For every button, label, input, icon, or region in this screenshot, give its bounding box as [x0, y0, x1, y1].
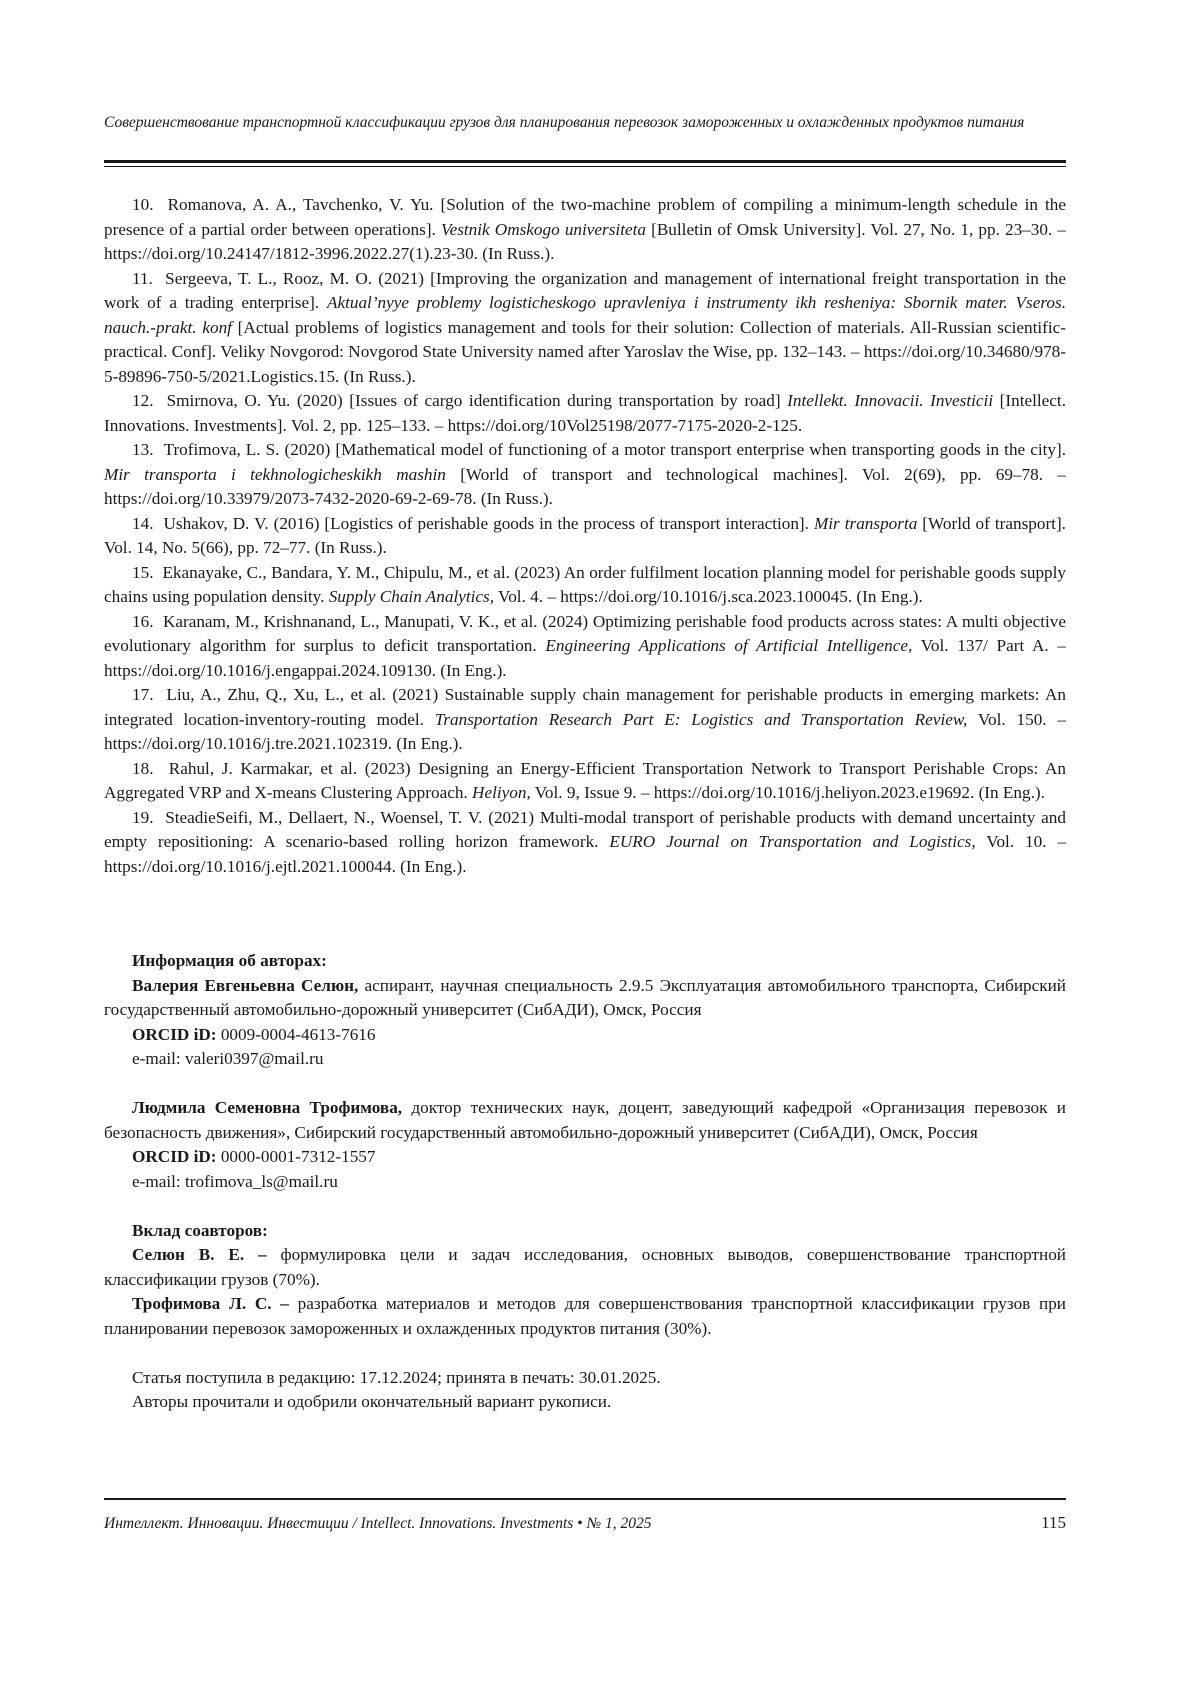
reference-source: Supply Chain Analytics,	[328, 587, 495, 606]
reference-details: [Intellect. Innovations. Investments]. Vol. 2, pp. 125–133. – https://doi.org/10Vol25198/2077-7175-2020-2-125.	[104, 391, 1066, 435]
reference-details: [World of transport and technological machines]. Vol. 2(69), pp. 69–78. – https://doi.org/10.33979/2073-7432-2020-69-2-69-78. (In Russ.).	[104, 464, 1066, 508]
author1-orcid-value: 0009-0004-4613-7616	[216, 1024, 376, 1044]
reference-number: 19.	[132, 807, 154, 827]
author2-desc: доктор технических наук, доцент, заведующий кафедрой «Организация перевозок и безопасность движения», Сибирский государственный автомобильно-дорожный университет (СибАДИ), Омск, Россия	[104, 1098, 1066, 1142]
reference-source: Intellekt. Innovacii. Investicii	[787, 391, 994, 410]
reference-item	[104, 193, 1066, 267]
reference-number: 15.	[132, 562, 154, 582]
received-date: Статья поступила в редакцию: 17.12.2024; принята в печать: 30.01.2025.	[132, 1367, 661, 1387]
reference-item	[104, 806, 1066, 880]
contribution-1	[104, 1243, 1066, 1292]
author2-email: e-mail: trofimova_ls@mail.ru	[132, 1171, 338, 1191]
authors-heading: Информация об авторах:	[132, 951, 327, 970]
author2-orcid-value: 0000-0001-7312-1557	[216, 1147, 376, 1166]
reference-item	[104, 610, 1066, 684]
reference-details: Vol. 150. – https://doi.org/10.1016/j.tre.2021.102319. (In Eng.).	[104, 709, 1066, 753]
reference-item	[104, 389, 1066, 438]
author1-name: Валерия Евгеньевна Селюн,	[132, 975, 359, 995]
reference-text: Smirnova, O. Yu. (2020) [Issues of cargo identification during transportation by road]	[166, 391, 788, 410]
author1-email: e-mail: valeri0397@mail.ru	[132, 1049, 324, 1068]
reference-source: Transportation Research Part E: Logistics and Transportation Review,	[434, 709, 968, 729]
reference-details: Vol. 4. – https://doi.org/10.1016/j.sca.2023.100045. (In Eng.).	[494, 587, 923, 606]
author1-desc: аспирант, научная специальность 2.9.5 Эксплуатация автомобильного транспорта, Сибирский государственный автомобильно-дорожный университет (СибАДИ), Омск, Россия	[104, 975, 1067, 1019]
reference-item	[104, 683, 1066, 757]
references-list	[104, 193, 1066, 879]
footer-rule	[104, 1498, 1066, 1500]
orcid-label: ORCID iD:	[132, 1147, 217, 1166]
page-number: 115	[1041, 1513, 1066, 1532]
running-header: Совершенствование транспортной классификации грузов для планирования перевозок замороженных и охлажденных продуктов питания	[104, 114, 1025, 131]
reference-source: Heliyon,	[472, 783, 531, 802]
reference-source: Engineering Applications of Artificial Intelligence,	[545, 636, 913, 655]
reference-text: Ekanayake, C., Bandara, Y. M., Chipulu, M., et al. (2023) An order fulfilment location planning model for perishable goods supply chains using population density.	[104, 562, 1067, 606]
reference-number: 13.	[132, 440, 154, 459]
contribution-1-text: формулировка цели и задач исследования, основных выводов, совершенствование транспортной классификации грузов (70%).	[104, 1245, 1066, 1289]
reference-text: Sergeeva, T. L., Rooz, M. O. (2021) [Improving the organization and management of international freight transportation in the work of a trading enterprise].	[104, 268, 1067, 312]
footer-journal: Интеллект. Инновации. Инвестиции / Intellect. Innovations. Investments • № 1, 2025	[104, 1515, 652, 1532]
reference-number: 17.	[132, 685, 154, 704]
contribution-1-name: Селюн В. Е. –	[132, 1245, 267, 1264]
reference-text: Liu, A., Zhu, Q., Xu, L., et al. (2021) Sustainable supply chain management for perishable products in emerging markets: An integrated location-inventory-routing model.	[104, 685, 1066, 729]
reference-item	[104, 757, 1066, 806]
reference-details: [Bulletin of Omsk University]. Vol. 27, No. 1, pp. 23–30. – https://doi.org/10.24147/1812-3996.2022.27(1).23-30. (In Russ.).	[104, 219, 1066, 263]
reference-text: Rahul, J. Karmakar, et al. (2023) Designing an Energy-Efficient Transportation Network to Transport Perishable Crops: An Aggregated VRP and X-means Clustering Approach.	[104, 758, 1066, 802]
author2-entry	[104, 1096, 1066, 1145]
contribution-2-text: разработка материалов и методов для совершенствования транспортной классификации грузов при планировании перевозок замороженных и охлажденных продуктов питания (30%).	[104, 1294, 1066, 1338]
reference-source: Mir transporta i tekhnologicheskikh mashin	[104, 464, 446, 484]
header-rule-thick	[104, 160, 1066, 163]
authors-section	[104, 949, 1066, 1415]
orcid-label: ORCID iD:	[132, 1024, 217, 1044]
reference-text: Trofimova, L. S. (2020) [Mathematical model of functioning of a motor transport enterprise when transporting goods in the city].	[163, 440, 1067, 459]
reference-text: Karanam, M., Krishnanand, L., Manupati, V. K., et al. (2024) Optimizing perishable food products across states: A multi objective evolutionary algorithm for surplus to deficit transportation.	[104, 611, 1066, 655]
reference-number: 11.	[132, 268, 153, 288]
reference-text: SteadieSeifi, M., Dellaert, N., Woensel, T. V. (2021) Multi-modal transport of perishable products with demand uncertainty and empty repositioning: A scenario-based rolling horizon framework.	[104, 807, 1066, 851]
reference-details: [World of transport]. Vol. 14, No. 5(66), pp. 72–77. (In Russ.).	[104, 513, 1066, 557]
approval-note: Авторы прочитали и одобрили окончательный вариант рукописи.	[132, 1392, 612, 1411]
reference-source: Mir transporta	[813, 513, 918, 533]
reference-source: Vestnik Omskogo universiteta	[440, 219, 646, 239]
author2-orcid	[104, 1145, 1066, 1170]
reference-details: Vol. 137/ Part A. – https://doi.org/10.1016/j.engappai.2024.109130. (In Eng.).	[104, 636, 1066, 680]
reference-number: 14.	[132, 513, 154, 533]
contribution-2	[104, 1292, 1066, 1341]
reference-source: Aktual’nyye problemy logisticheskogo upravleniya i instrumenty ikh resheniya: Sbornik mater. Vseros. nauch.-prakt. konf	[104, 293, 1066, 337]
reference-details: Vol. 10. – https://doi.org/10.1016/j.ejtl.2021.100044. (In Eng.).	[104, 832, 1066, 876]
reference-item	[104, 561, 1066, 610]
reference-details: [Actual problems of logistics management and tools for their solution: Collection of materials. All-Russian scientific-practical. Conf]. Veliky Novgorod: Novgorod State University named after Yaroslav the Wise, pp. 132–143. – https://doi.org/10.34680/978-5-89896-750-5/2021.Logistics.15. (In Russ.).	[104, 317, 1066, 386]
contribution-heading: Вклад соавторов:	[132, 1220, 268, 1240]
reference-number: 10.	[132, 195, 154, 214]
author1-orcid	[104, 1023, 1066, 1048]
reference-item	[104, 512, 1066, 561]
reference-text: Ushakov, D. V. (2016) [Logistics of perishable goods in the process of transport interaction].	[163, 513, 814, 533]
reference-number: 16.	[132, 611, 154, 631]
reference-number: 18.	[132, 758, 154, 778]
reference-number: 12.	[132, 391, 154, 410]
reference-source: EURO Journal on Transportation and Logistics,	[609, 832, 976, 851]
contribution-2-name: Трофимова Л. С. –	[132, 1294, 289, 1313]
reference-details: Vol. 9, Issue 9. – https://doi.org/10.1016/j.heliyon.2023.e19692. (In Eng.).	[530, 783, 1045, 802]
reference-text: Romanova, A. A., Tavchenko, V. Yu. [Solution of the two-machine problem of compiling a minimum-length schedule in the presence of a partial order between operations].	[104, 195, 1066, 239]
reference-item	[104, 438, 1066, 512]
author1-entry	[104, 974, 1066, 1023]
author2-name: Людмила Семеновна Трофимова,	[132, 1098, 403, 1117]
header-rule-thin	[104, 166, 1066, 167]
reference-item	[104, 267, 1066, 390]
